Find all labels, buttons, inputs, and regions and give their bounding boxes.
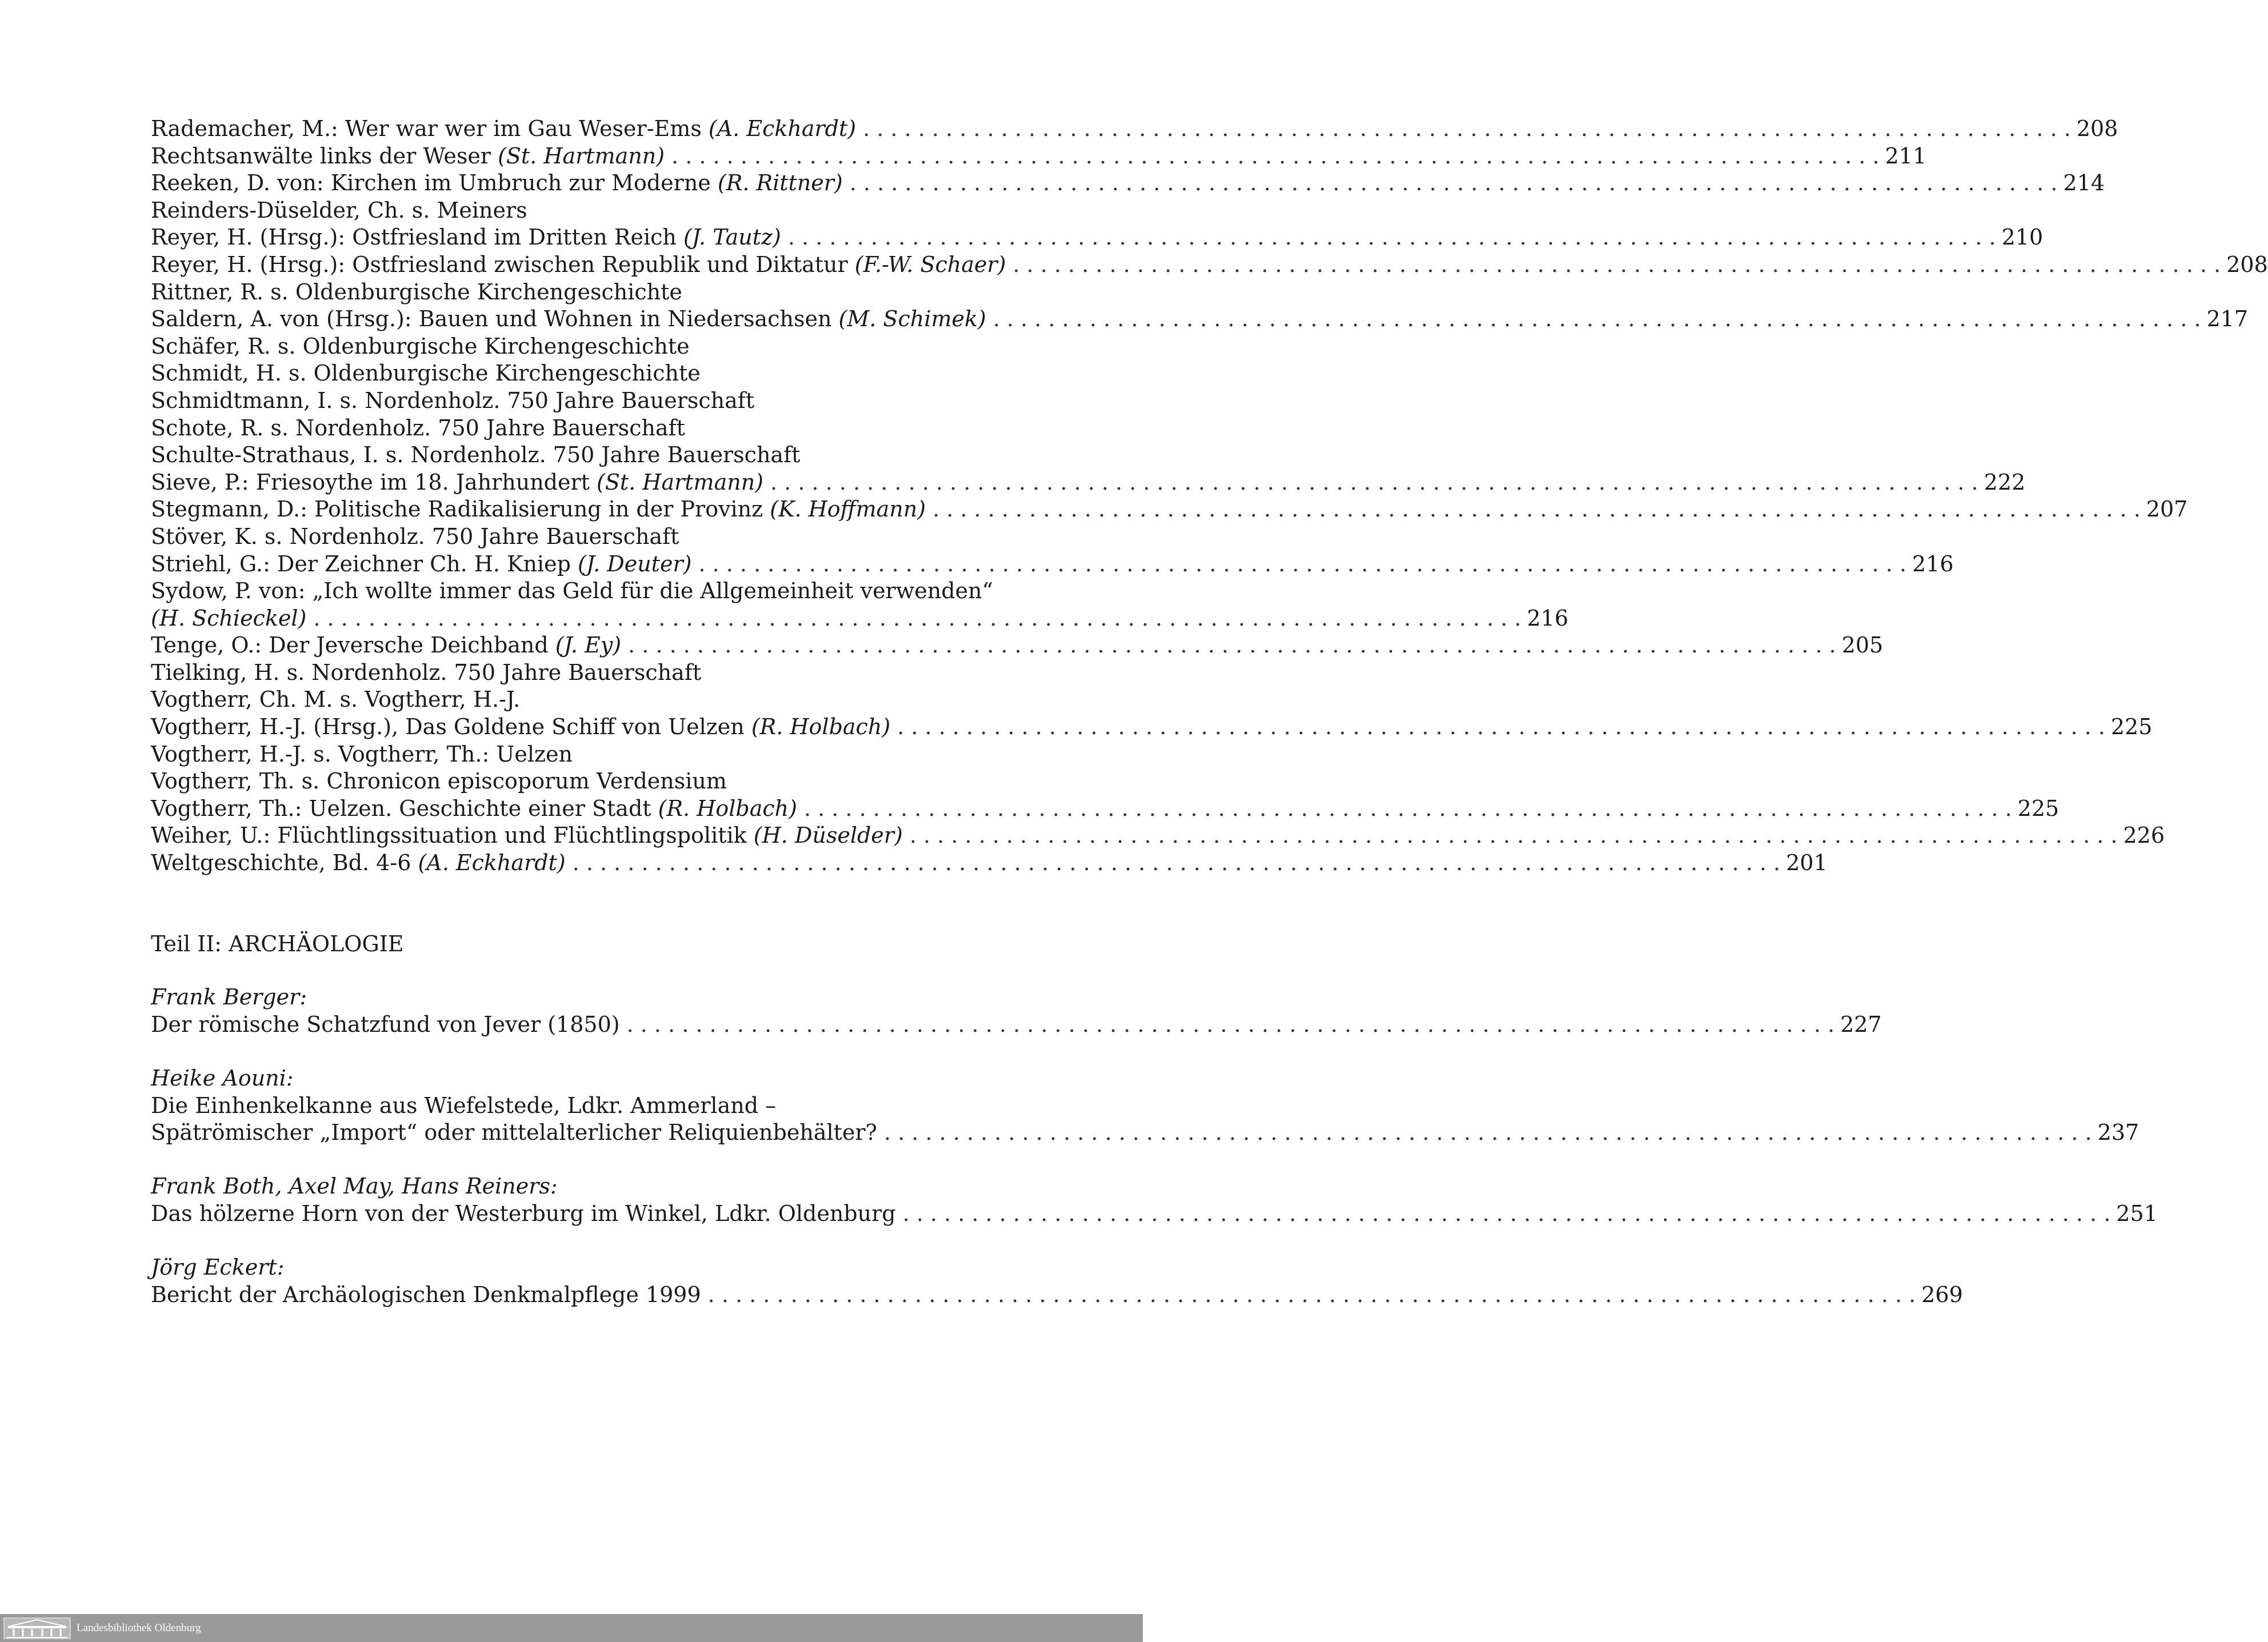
entry-title: Stegmann, D.: Politische Radikalisierung in der Provinz [151, 496, 770, 522]
entry-page-number: 216 [1912, 551, 1954, 576]
index-entry [151, 795, 2059, 823]
index-entry [151, 224, 2043, 251]
entry-title: Reyer, H. (Hrsg.): Ostfriesland im Dritten Reich [151, 225, 683, 250]
index-entry [151, 768, 993, 795]
entry-text [151, 360, 701, 387]
entry-title: Reeken, D. von: Kirchen im Umbruch zur Moderne [151, 170, 718, 196]
entry-title: Weiher, U.: Flüchtlingssituation und Flüchtlingspolitik [151, 823, 754, 848]
entry-reviewer: (K. Hoffmann) [770, 496, 926, 522]
dot-leader [903, 1200, 2111, 1228]
dot-leader [910, 822, 2118, 850]
entry-title: Vogtherr, Th.: Uelzen. Geschichte einer Stadt [151, 795, 658, 821]
index-entry [151, 714, 2153, 741]
entry-page-number: 226 [2123, 823, 2165, 848]
review-index [151, 115, 2268, 877]
index-entry [151, 578, 993, 605]
article-title-row [151, 1200, 2158, 1228]
index-entry [151, 632, 1883, 659]
index-entry [151, 170, 2105, 197]
entry-text [151, 469, 763, 496]
article-title-line: Bericht der Archäologischen Denkmalpflege 1999 [151, 1281, 701, 1307]
entry-title: Schmidt, H. s. Oldenburgische Kirchengeschichte [151, 361, 701, 386]
entry-reviewer: (J. Tautz) [683, 225, 781, 250]
entry-title: Tenge, O.: Der Jeversche Deichband [151, 632, 555, 658]
entry-reviewer: (F.-W. Schaer) [854, 251, 1006, 277]
entry-page-number: 211 [1885, 143, 1927, 169]
entry-text [151, 551, 691, 578]
entry-title: Weltgeschichte, Bd. 4-6 [151, 850, 418, 876]
article-page-number: 251 [2116, 1200, 2158, 1226]
entry-title: Sydow, P. von: „Ich wollte immer das Geld für die Allgemeinheit verwenden“ [151, 578, 993, 604]
section-title: Teil II: ARCHÄOLOGIE [151, 931, 404, 956]
library-label: Landesbibliothek Oldenburg [77, 1622, 201, 1634]
dot-leader [850, 170, 2058, 197]
entry-title: Sieve, P.: Friesoythe im 18. Jahrhundert [151, 469, 597, 495]
entry-reviewer: (M. Schimek) [838, 306, 986, 332]
entry-reviewer: (H. Schieckel) [151, 605, 307, 631]
article-entry [151, 1173, 2158, 1227]
entry-text [151, 251, 1006, 279]
entry-title: Rittner, R. s. Oldenburgische Kirchengeschichte [151, 279, 682, 305]
entry-title: Vogtherr, H.-J. (Hrsg.), Das Goldene Schiff von Uelzen [151, 714, 751, 740]
index-entry [151, 143, 1927, 170]
dot-leader [698, 551, 1906, 578]
entry-title: Rademacher, M.: Wer war wer im Gau Weser-Ems [151, 116, 709, 141]
entry-page-number: 217 [2206, 306, 2249, 332]
dot-leader [627, 1011, 1835, 1039]
entry-text [151, 387, 754, 415]
entry-text [151, 741, 573, 768]
article-entry [151, 1065, 2139, 1147]
dot-leader [804, 795, 2012, 823]
entry-title: Rechtsanwälte links der Weser [151, 143, 498, 169]
library-building-icon [3, 1617, 71, 1639]
entry-text [151, 686, 520, 714]
dot-leader [1013, 251, 2221, 279]
article-author: Jörg Eckert: [151, 1255, 285, 1280]
article-page-number: 269 [1921, 1281, 1963, 1307]
entry-page-number: 208 [2076, 116, 2118, 141]
index-entry [151, 251, 2268, 279]
entry-page-number: 225 [2017, 795, 2059, 821]
dot-leader [863, 115, 2071, 143]
entry-text [151, 632, 621, 659]
index-entry [151, 822, 2165, 850]
dot-leader [933, 496, 2141, 523]
entry-reviewer: (R. Rittner) [717, 170, 843, 196]
index-entry [151, 523, 993, 551]
index-entry [151, 496, 2188, 523]
index-entry [151, 279, 993, 306]
index-entry [151, 387, 993, 415]
entry-page-number: 222 [1983, 469, 2026, 495]
dot-leader [628, 632, 1836, 659]
entry-reviewer: (J. Ey) [555, 632, 622, 658]
entry-title: Reyer, H. (Hrsg.): Ostfriesland zwischen Republik und Diktatur [151, 251, 855, 277]
entry-reviewer: (J. Deuter) [577, 551, 692, 576]
entry-title: Schote, R. s. Nordenholz. 750 Jahre Bauerschaft [151, 415, 685, 440]
article-title-row [151, 1011, 1882, 1039]
dot-leader [573, 850, 1781, 877]
entry-text [151, 197, 527, 225]
entry-text [151, 170, 843, 197]
entry-text [151, 795, 797, 823]
entry-text [151, 850, 566, 877]
article-page-number: 227 [1840, 1011, 1882, 1037]
entry-title: Tielking, H. s. Nordenholz. 750 Jahre Bauerschaft [151, 659, 702, 685]
article-title-row [151, 1281, 1963, 1309]
entry-text [151, 306, 986, 333]
article-title-line: Spätrömischer „Import“ oder mittelalterlicher Reliquienbehälter? [151, 1120, 877, 1146]
index-entry [151, 306, 2249, 333]
article-title-line: Der römische Schatzfund von Jever (1850) [151, 1011, 620, 1037]
entry-text [151, 333, 690, 361]
entry-text [151, 279, 682, 306]
footer-bar [0, 1614, 1143, 1642]
entry-title: Striehl, G.: Der Zeichner Ch. H. Kniep [151, 551, 578, 576]
entry-text [151, 442, 800, 469]
dot-leader [313, 605, 1521, 632]
dot-leader [993, 306, 2201, 333]
entry-text [151, 143, 665, 170]
entry-reviewer: (St. Hartmann) [597, 469, 763, 495]
entry-text [151, 768, 727, 795]
entry-title: Schmidtmann, I. s. Nordenholz. 750 Jahre Bauerschaft [151, 387, 755, 413]
index-entry [151, 469, 2026, 496]
entry-text [151, 578, 993, 605]
entry-text [151, 822, 903, 850]
entry-page-number: 225 [2110, 714, 2153, 740]
entry-text [151, 605, 306, 632]
entry-reviewer: (H. Düselder) [753, 823, 903, 848]
dot-leader [770, 469, 1978, 496]
index-entry [151, 442, 993, 469]
entry-title: Stöver, K. s. Nordenholz. 750 Jahre Bauerschaft [151, 523, 679, 549]
article-title-row [151, 1119, 2139, 1147]
entry-page-number: 205 [1841, 632, 1883, 658]
dot-leader [788, 224, 1996, 251]
dot-leader [884, 1119, 2092, 1147]
entry-title: Reinders-Düselder, Ch. s. Meiners [151, 197, 527, 223]
article-entry [151, 984, 1882, 1038]
entry-page-number: 216 [1527, 605, 1569, 631]
entry-page-number: 207 [2146, 496, 2188, 522]
entry-reviewer: (R. Holbach) [658, 795, 797, 821]
entry-text [151, 496, 926, 523]
index-entry [151, 360, 993, 387]
entry-page-number: 214 [2063, 170, 2105, 196]
entry-reviewer: (A. Eckhardt) [418, 850, 566, 876]
entry-text [151, 224, 781, 251]
entry-page-number: 208 [2226, 251, 2268, 277]
article-title-line: Das hölzerne Horn von der Westerburg im Winkel, Ldkr. Oldenburg [151, 1200, 896, 1226]
index-entry [151, 686, 993, 714]
index-entry [151, 197, 993, 225]
index-entry [151, 741, 993, 768]
entry-title: Vogtherr, Ch. M. s. Vogtherr, H.-J. [151, 687, 521, 712]
dot-leader [671, 143, 1879, 170]
article-title-line: Die Einhenkelkanne aus Wiefelstede, Ldkr. Ammerland – [151, 1092, 777, 1118]
dot-leader [897, 714, 2105, 741]
entry-text [151, 523, 679, 551]
article-page-number: 237 [2097, 1120, 2139, 1146]
index-entry [151, 659, 993, 687]
entry-page-number: 201 [1786, 850, 1828, 876]
article-author: Frank Both, Axel May, Hans Reiners: [151, 1174, 558, 1199]
entry-text [151, 415, 685, 442]
article-entry [151, 1254, 1963, 1308]
entry-text [151, 714, 890, 741]
entry-title: Saldern, A. von (Hrsg.): Bauen und Wohnen in Niedersachsen [151, 306, 839, 332]
dot-leader [708, 1281, 1916, 1309]
index-entry [151, 551, 1954, 578]
entry-title: Schulte-Strathaus, I. s. Nordenholz. 750 Jahre Bauerschaft [151, 442, 801, 468]
index-entry [151, 415, 993, 442]
entry-title: Vogtherr, H.-J. s. Vogtherr, Th.: Uelzen [151, 741, 573, 767]
index-entry [151, 333, 993, 361]
index-entry [151, 605, 1569, 632]
article-author: Heike Aouni: [151, 1066, 294, 1091]
entry-title: Schäfer, R. s. Oldenburgische Kirchengeschichte [151, 333, 690, 359]
entry-reviewer: (St. Hartmann) [498, 143, 665, 169]
article-author: Frank Berger: [151, 984, 307, 1010]
entry-page-number: 210 [2001, 225, 2043, 250]
entry-reviewer: (R. Holbach) [751, 714, 891, 740]
index-entry [151, 850, 1828, 877]
entry-text [151, 659, 701, 687]
entry-text [151, 115, 856, 143]
entry-reviewer: (A. Eckhardt) [708, 116, 857, 141]
index-entry [151, 115, 2118, 143]
entry-title: Vogtherr, Th. s. Chronicon episcoporum Verdensium [151, 768, 727, 794]
